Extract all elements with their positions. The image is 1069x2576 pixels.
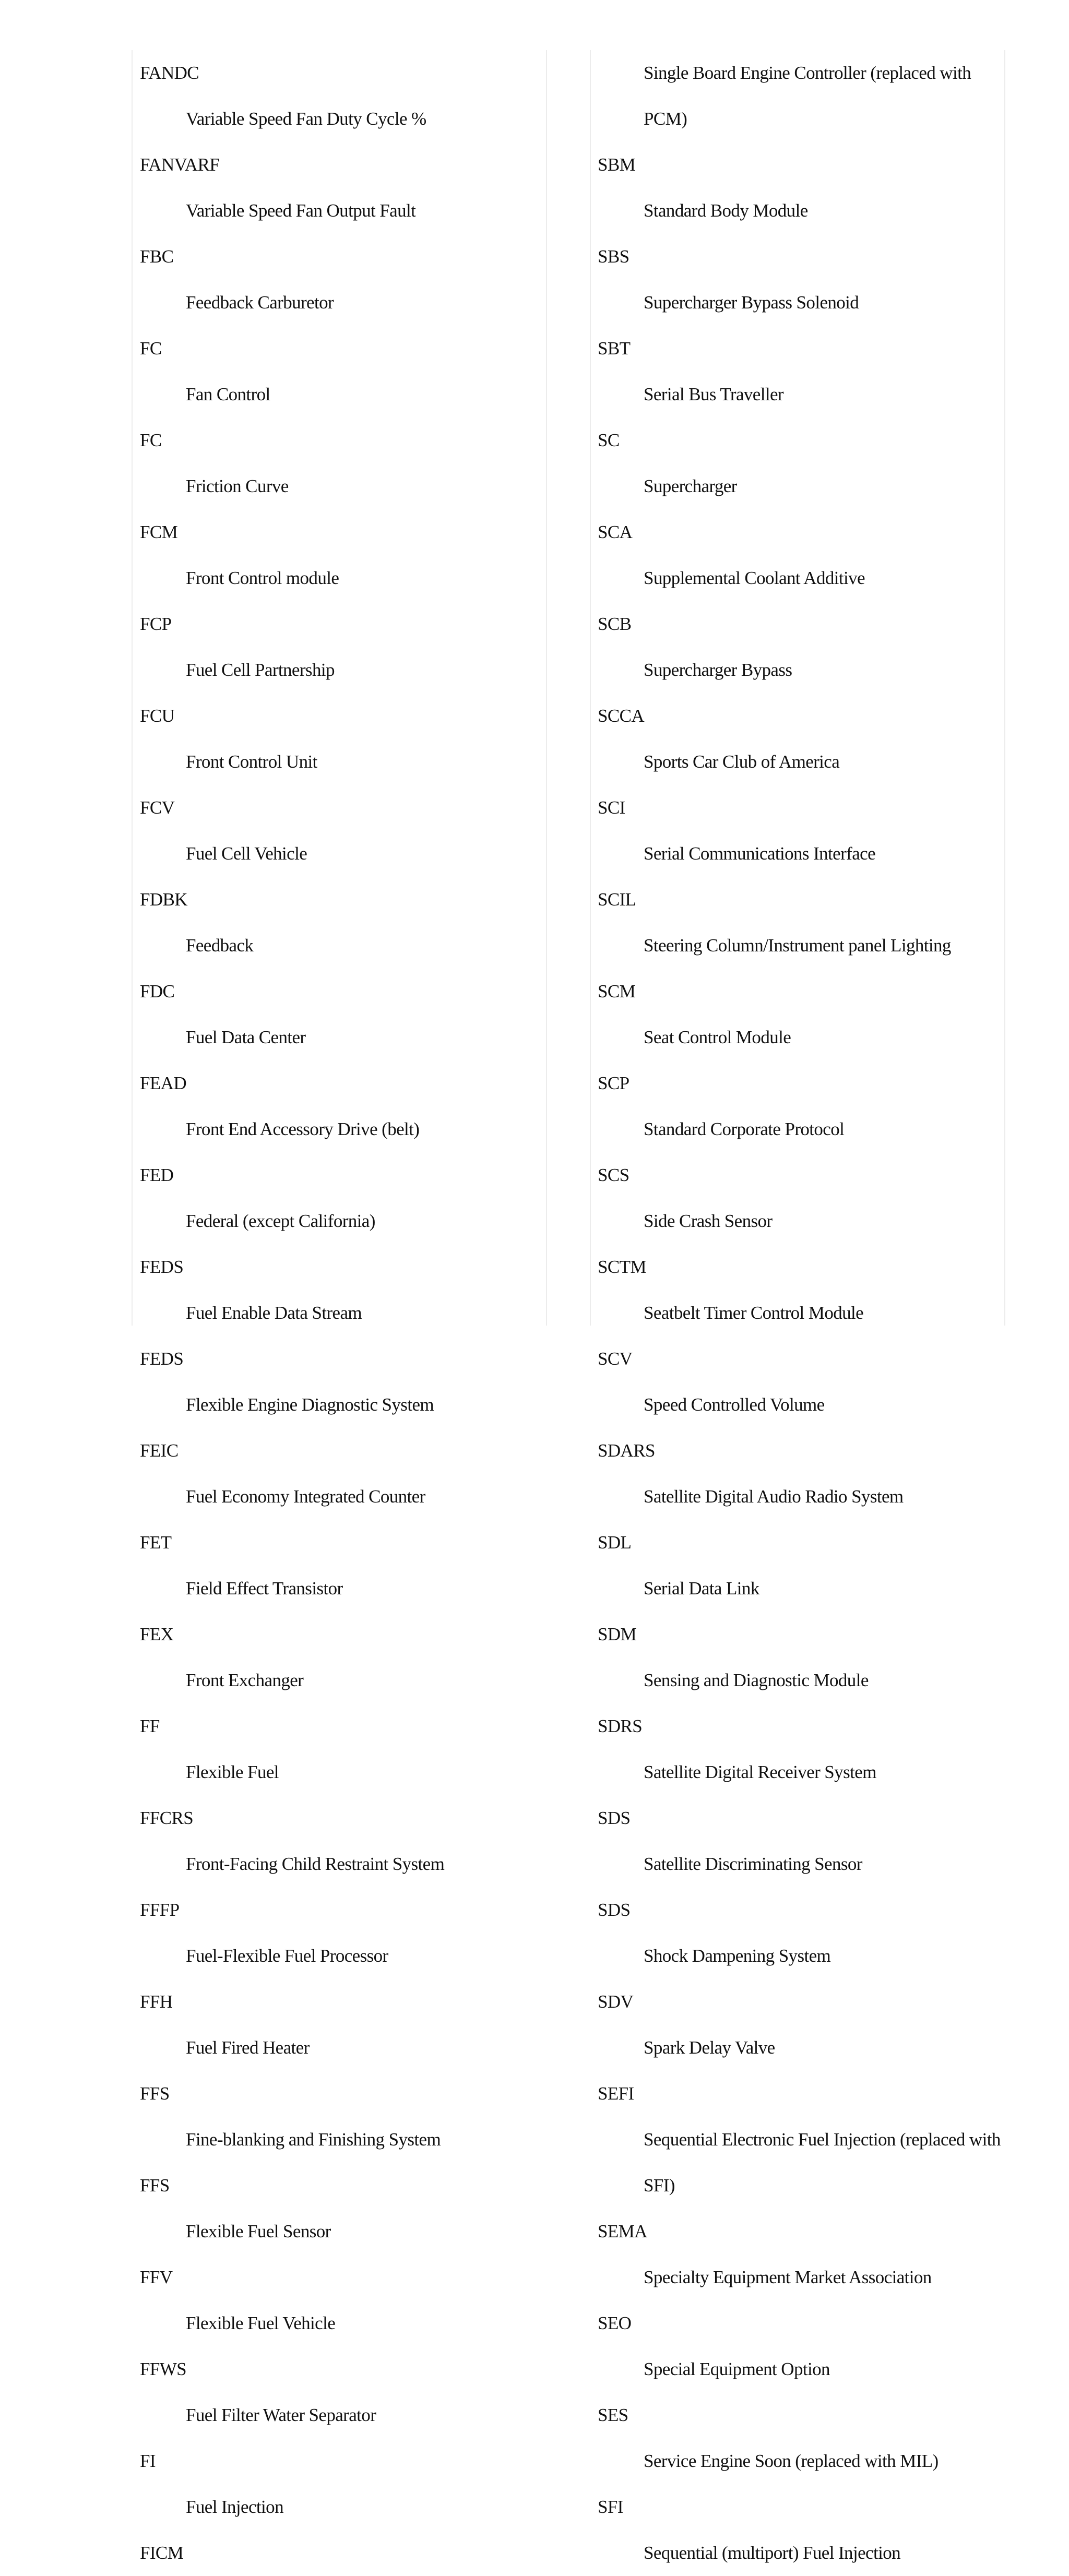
glossary-entry — [598, 418, 1005, 509]
acronym-definition: Fine-blanking and Finishing System — [186, 2129, 441, 2150]
glossary-entry — [140, 1428, 547, 1520]
acronym-term: FCV — [140, 797, 175, 818]
glossary-entry — [140, 1520, 547, 1612]
acronym-term: SEO — [598, 2313, 632, 2333]
acronym-definition-line: PCM) — [644, 109, 687, 129]
acronym-definition: Supercharger Bypass Solenoid — [644, 292, 859, 313]
glossary-entry — [140, 2163, 547, 2255]
acronym-definition: Fuel Economy Integrated Counter — [186, 1486, 425, 1507]
acronym-definition: Sequential Electronic Fuel Injection (replaced with — [644, 2129, 1001, 2150]
acronym-term: FDC — [140, 981, 175, 1001]
acronym-definition: Sensing and Diagnostic Module — [644, 1670, 869, 1690]
acronym-definition: Satellite Digital Audio Radio System — [644, 1486, 904, 1507]
acronym-term: SES — [598, 2405, 628, 2425]
glossary-entry — [598, 1979, 1005, 2071]
glossary-entry — [140, 50, 547, 142]
glossary-entry — [598, 326, 1005, 418]
acronym-term: FCU — [140, 706, 175, 726]
acronym-term: FFS — [140, 2083, 170, 2104]
acronym-term: SDV — [598, 1991, 634, 2012]
acronym-term: FET — [140, 1532, 172, 1553]
acronym-term: FEDS — [140, 1257, 184, 1277]
acronym-definition: Supplemental Coolant Additive — [644, 568, 865, 588]
glossary-entry — [598, 509, 1005, 601]
glossary-entry — [598, 1152, 1005, 1244]
acronym-term: FFCRS — [140, 1808, 194, 1828]
glossary-entry — [598, 1244, 1005, 1336]
glossary-right-column — [598, 50, 1005, 2576]
glossary-entry — [140, 2346, 547, 2438]
acronym-term: SCM — [598, 981, 636, 1001]
acronym-definition: Front Control module — [186, 568, 339, 588]
acronym-term: FFWS — [140, 2359, 187, 2379]
acronym-term: SCS — [598, 1165, 629, 1185]
glossary-entry — [140, 326, 547, 418]
acronym-term: FEAD — [140, 1073, 186, 1093]
acronym-definition: Satellite Discriminating Sensor — [644, 1854, 862, 1874]
acronym-term: FFFP — [140, 1900, 180, 1920]
acronym-term: FDBK — [140, 889, 187, 910]
acronym-definition: Front End Accessory Drive (belt) — [186, 1119, 420, 1139]
glossary-entry — [140, 1887, 547, 1979]
acronym-term: FC — [140, 338, 162, 359]
glossary-entry — [598, 2071, 1005, 2209]
glossary-entry — [598, 1520, 1005, 1612]
acronym-term: SEFI — [598, 2083, 634, 2104]
acronym-term: SBT — [598, 338, 631, 359]
acronym-definition: Special Equipment Option — [644, 2359, 830, 2379]
acronym-definition: Feedback Carburetor — [186, 292, 334, 313]
acronym-definition: Standard Corporate Protocol — [644, 1119, 845, 1139]
acronym-definition: Supercharger Bypass — [644, 660, 792, 680]
glossary-entry — [140, 142, 547, 234]
acronym-term: FEIC — [140, 1440, 179, 1461]
glossary-entry — [598, 1703, 1005, 1795]
acronym-definition: Fuel Fired Heater — [186, 2037, 310, 2058]
acronym-term: FI — [140, 2451, 156, 2471]
continued-definition — [598, 50, 1005, 142]
glossary-entry — [140, 969, 547, 1060]
glossary-entry — [598, 2300, 1005, 2392]
glossary-entry — [140, 1612, 547, 1703]
acronym-term: SDARS — [598, 1440, 655, 1461]
acronym-definition: Seatbelt Timer Control Module — [644, 1303, 864, 1323]
acronym-term: SDS — [598, 1900, 631, 1920]
acronym-definition: Fuel Data Center — [186, 1027, 306, 1047]
acronym-term: FEDS — [140, 1349, 184, 1369]
glossary-entry — [140, 1152, 547, 1244]
acronym-term: SEMA — [598, 2221, 647, 2241]
acronym-definition: Front-Facing Child Restraint System — [186, 1854, 445, 1874]
glossary-entry — [140, 1060, 547, 1152]
acronym-definition: Front Control Unit — [186, 752, 317, 772]
acronym-definition: Fuel Filter Water Separator — [186, 2405, 376, 2425]
glossary-entry — [598, 785, 1005, 877]
acronym-definition: SFI) — [644, 2175, 675, 2196]
glossary-entry — [598, 877, 1005, 969]
acronym-term: SCIL — [598, 889, 636, 910]
acronym-definition: Fuel Injection — [186, 2497, 283, 2517]
glossary-entry — [598, 2392, 1005, 2484]
acronym-term: FANVARF — [140, 154, 220, 175]
acronym-term: FF — [140, 1716, 160, 1736]
acronym-term: SBM — [598, 154, 636, 175]
acronym-term: SDRS — [598, 1716, 643, 1736]
acronym-definition: Service Engine Soon (replaced with MIL) — [644, 2451, 939, 2471]
acronym-definition: Flexible Fuel — [186, 1762, 279, 1782]
glossary-left-column — [140, 50, 547, 2576]
glossary-entry — [140, 1336, 547, 1428]
acronym-term: FC — [140, 430, 162, 450]
acronym-term: SCP — [598, 1073, 629, 1093]
glossary-entry — [140, 2255, 547, 2346]
glossary-entry — [140, 2438, 547, 2530]
acronym-definition: Flexible Fuel Sensor — [186, 2221, 331, 2241]
glossary-entry — [598, 1887, 1005, 1979]
acronym-definition: Friction Curve — [186, 476, 289, 496]
acronym-term: SFI — [598, 2497, 623, 2517]
acronym-definition: Satellite Digital Receiver System — [644, 1762, 876, 1782]
glossary-entry — [140, 1979, 547, 2071]
acronym-term: FFV — [140, 2267, 173, 2287]
acronym-definition: Supercharger — [644, 476, 737, 496]
glossary-entry — [598, 234, 1005, 326]
glossary-entry — [598, 142, 1005, 234]
acronym-term: SCI — [598, 797, 625, 818]
acronym-definition: Fuel-Flexible Fuel Processor — [186, 1946, 388, 1966]
glossary-entry — [598, 1612, 1005, 1703]
acronym-definition: Fuel Cell Partnership — [186, 660, 335, 680]
acronym-definition: Serial Communications Interface — [644, 843, 876, 864]
acronym-definition: Field Effect Transistor — [186, 1578, 343, 1599]
acronym-definition: Fan Control — [186, 384, 270, 404]
glossary-entry — [140, 601, 547, 693]
acronym-term: FED — [140, 1165, 174, 1185]
acronym-term: SCCA — [598, 706, 645, 726]
acronym-definition: Front Exchanger — [186, 1670, 304, 1690]
column-divider-center-right — [590, 50, 591, 1326]
acronym-definition: Sports Car Club of America — [644, 752, 840, 772]
glossary-entry — [140, 1703, 547, 1795]
glossary-entry — [140, 234, 547, 326]
acronym-term: FCP — [140, 614, 172, 634]
acronym-term: FFS — [140, 2175, 170, 2196]
acronym-term: FFH — [140, 1991, 173, 2012]
acronym-definition: Variable Speed Fan Duty Cycle % — [186, 109, 426, 129]
acronym-definition: Feedback — [186, 935, 254, 956]
acronym-term: SDS — [598, 1808, 631, 1828]
acronym-term: SCV — [598, 1349, 633, 1369]
glossary-entry — [140, 509, 547, 601]
acronym-term: FANDC — [140, 63, 199, 83]
acronym-term: FBC — [140, 246, 174, 267]
acronym-term: SDM — [598, 1624, 637, 1644]
acronym-definition: Serial Data Link — [644, 1578, 759, 1599]
acronym-term: SC — [598, 430, 620, 450]
glossary-entry — [598, 2209, 1005, 2300]
glossary-entry — [140, 785, 547, 877]
glossary-entry — [140, 1244, 547, 1336]
glossary-entry — [140, 2071, 547, 2163]
acronym-definition: Side Crash Sensor — [644, 1211, 773, 1231]
acronym-term: SCB — [598, 614, 632, 634]
glossary-entry — [598, 601, 1005, 693]
acronym-definition-line: Single Board Engine Controller (replaced with — [644, 63, 971, 83]
column-divider-left — [132, 50, 133, 1326]
acronym-definition: Serial Bus Traveller — [644, 384, 783, 404]
acronym-definition: Variable Speed Fan Output Fault — [186, 200, 416, 221]
acronym-definition: Spark Delay Valve — [644, 2037, 775, 2058]
acronym-definition: Seat Control Module — [644, 1027, 791, 1047]
acronym-definition: Fuel Enable Data Stream — [186, 1303, 362, 1323]
glossary-entry — [598, 969, 1005, 1060]
glossary-entry — [598, 1060, 1005, 1152]
glossary-entry — [140, 418, 547, 509]
acronym-term: FICM — [140, 2543, 184, 2563]
acronym-definition: Sequential (multiport) Fuel Injection — [644, 2543, 900, 2563]
acronym-definition: Flexible Fuel Vehicle — [186, 2313, 336, 2333]
acronym-definition: Federal (except California) — [186, 1211, 375, 1231]
acronym-term: FEX — [140, 1624, 174, 1644]
acronym-term: SDL — [598, 1532, 632, 1553]
glossary-entry — [598, 693, 1005, 785]
acronym-term: SBS — [598, 246, 629, 267]
acronym-term: SCTM — [598, 1257, 646, 1277]
glossary-entry — [598, 1795, 1005, 1887]
acronym-definition: Flexible Engine Diagnostic System — [186, 1394, 434, 1415]
acronym-definition: Specialty Equipment Market Association — [644, 2267, 932, 2287]
acronym-definition: Speed Controlled Volume — [644, 1394, 825, 1415]
glossary-entry — [598, 1336, 1005, 1428]
acronym-term: SCA — [598, 522, 633, 542]
glossary-entry — [140, 1795, 547, 1887]
acronym-term: FCM — [140, 522, 178, 542]
acronym-definition: Fuel Cell Vehicle — [186, 843, 307, 864]
acronym-definition: Shock Dampening System — [644, 1946, 831, 1966]
glossary-entry — [140, 693, 547, 785]
glossary-entry — [140, 877, 547, 969]
acronym-definition: Standard Body Module — [644, 200, 808, 221]
glossary-entry — [598, 2484, 1005, 2576]
acronym-definition: Steering Column/Instrument panel Lighting — [644, 935, 951, 956]
glossary-entry — [598, 1428, 1005, 1520]
